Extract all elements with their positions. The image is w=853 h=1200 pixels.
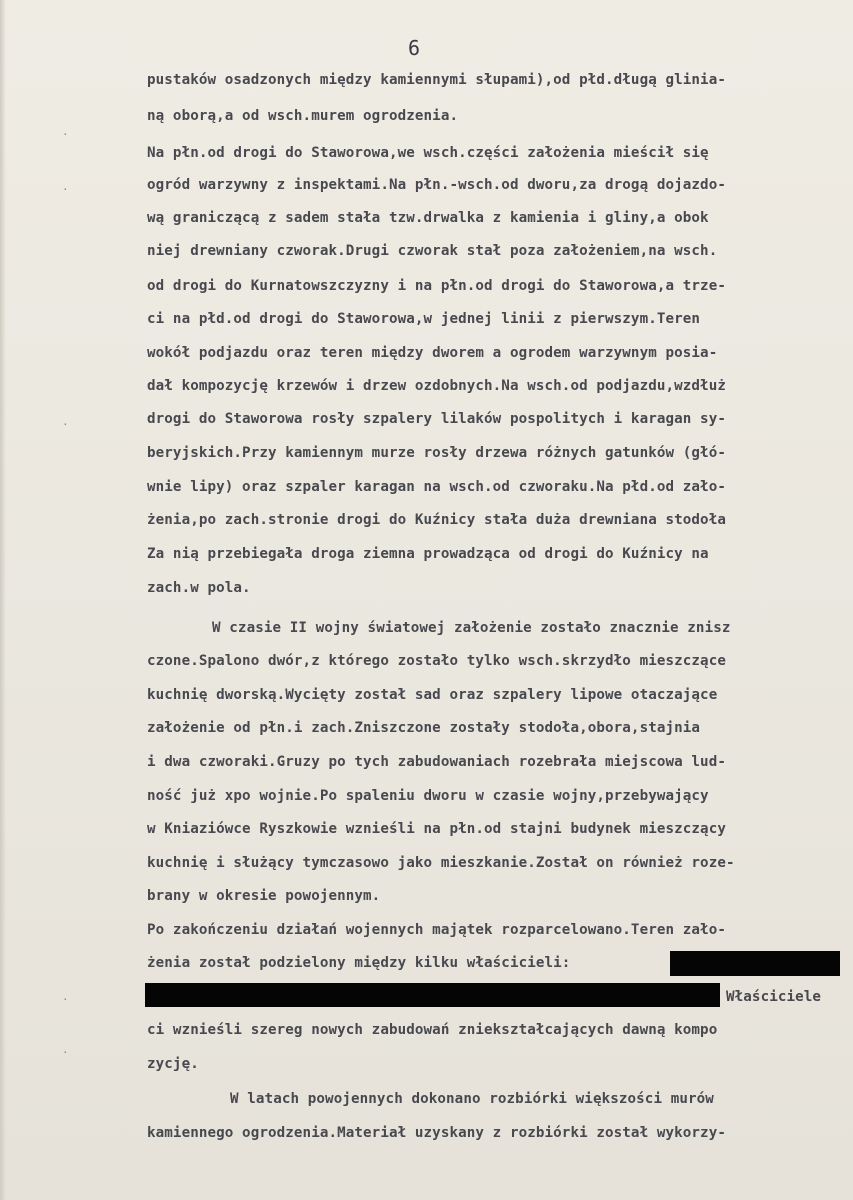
- redaction-bar: [670, 951, 840, 976]
- text-line-2: ną oborą,a od wsch.murem ogrodzenia.: [147, 108, 459, 124]
- text-line-25: brany w okresie powojennym.: [147, 888, 381, 904]
- text-line-28: Właściciele: [726, 989, 822, 1005]
- text-line-5: wą graniczącą z sadem stała tzw.drwalka z kamienia i gliny,a obok: [147, 210, 709, 226]
- margin-mark: ·: [62, 183, 69, 196]
- text-line-10: dał kompozycję krzewów i drzew ozdobnych.Na wsch.od podjazdu,wzdłuż: [147, 378, 726, 394]
- text-line-30: zycję.: [147, 1056, 199, 1072]
- redaction-bar: [145, 983, 720, 1007]
- text-line-9: wokół podjazdu oraz teren między dworem a ogrodem warzywnym posia-: [147, 345, 718, 361]
- text-line-27: żenia został podzielony między kilku właścicieli:: [147, 955, 571, 971]
- text-line-12: beryjskich.Przy kamiennym murze rosły drzewa różnych gatunków (głó-: [147, 445, 726, 461]
- text-line-6: niej drewniany czworak.Drugi czworak stał poza założeniem,na wsch.: [147, 243, 718, 259]
- text-line-22: ność już xpo wojnie.Po spaleniu dworu w czasie wojny,przebywający: [147, 788, 709, 804]
- text-line-4: ogród warzywny z inspektami.Na płn.-wsch.od dworu,za drogą dojazdo-: [147, 177, 726, 193]
- margin-mark: ·: [62, 418, 69, 431]
- margin-mark: ·: [62, 1046, 69, 1059]
- margin-mark: ·: [62, 128, 69, 141]
- text-line-21: i dwa czworaki.Gruzy po tych zabudowaniach rozebrała miejscowa lud-: [147, 754, 726, 770]
- text-line-14: żenia,po zach.stronie drogi do Kuźnicy stała duża drewniana stodoła: [147, 512, 726, 528]
- text-line-20: założenie od płn.i zach.Zniszczone zostały stodoła,obora,stajnia: [147, 720, 701, 736]
- text-line-23: w Kniaziówce Ryszkowie wznieśli na płn.od stajni budynek mieszczący: [147, 821, 726, 837]
- text-line-7: od drogi do Kurnatowszczyzny i na płn.od drogi do Staworowa,a trze-: [147, 278, 726, 294]
- text-line-16: zach.w pola.: [147, 580, 251, 596]
- text-line-18: czone.Spalono dwór,z którego zostało tylko wsch.skrzydło mieszczące: [147, 653, 726, 669]
- text-line-3: Na płn.od drogi do Staworowa,we wsch.części założenia mieścił się: [147, 145, 709, 161]
- text-line-24: kuchnię i służący tymczasowo jako mieszkanie.Został on również roze-: [147, 855, 735, 871]
- text-line-17: W czasie II wojny światowej założenie zostało znacznie znisz: [212, 620, 731, 636]
- text-line-13: wnie lipy) oraz szpaler karagan na wsch.od czworaku.Na płd.od zało-: [147, 479, 726, 495]
- page-number: 6: [408, 36, 421, 60]
- text-line-1: pustaków osadzonych między kamiennymi słupami),od płd.długą gliniа-: [147, 72, 726, 88]
- text-line-11: drogi do Staworowa rosły szpalery lilaków pospolitych i karagan sy-: [147, 411, 726, 427]
- text-line-26: Po zakończeniu działań wojennych majątek rozparcelowano.Teren zało-: [147, 922, 726, 938]
- text-line-8: ci na płd.od drogi do Staworowa,w jednej linii z pierwszym.Teren: [147, 311, 701, 327]
- text-line-29: ci wznieśli szereg nowych zabudowań zniekształcających dawną kompo: [147, 1022, 718, 1038]
- margin-mark: ·: [62, 993, 69, 1006]
- page-edge-shadow: [0, 0, 6, 1200]
- text-line-32: kamiennego ogrodzenia.Materiał uzyskany z rozbiórki został wykorzy-: [147, 1125, 726, 1141]
- text-line-31: W latach powojennych dokonano rozbiórki większości murów: [230, 1091, 714, 1107]
- text-line-19: kuchnię dworską.Wycięty został sad oraz szpalery lipowe otaczające: [147, 687, 718, 703]
- text-line-15: Za nią przebiegała droga ziemna prowadząca od drogi do Kuźnicy na: [147, 546, 709, 562]
